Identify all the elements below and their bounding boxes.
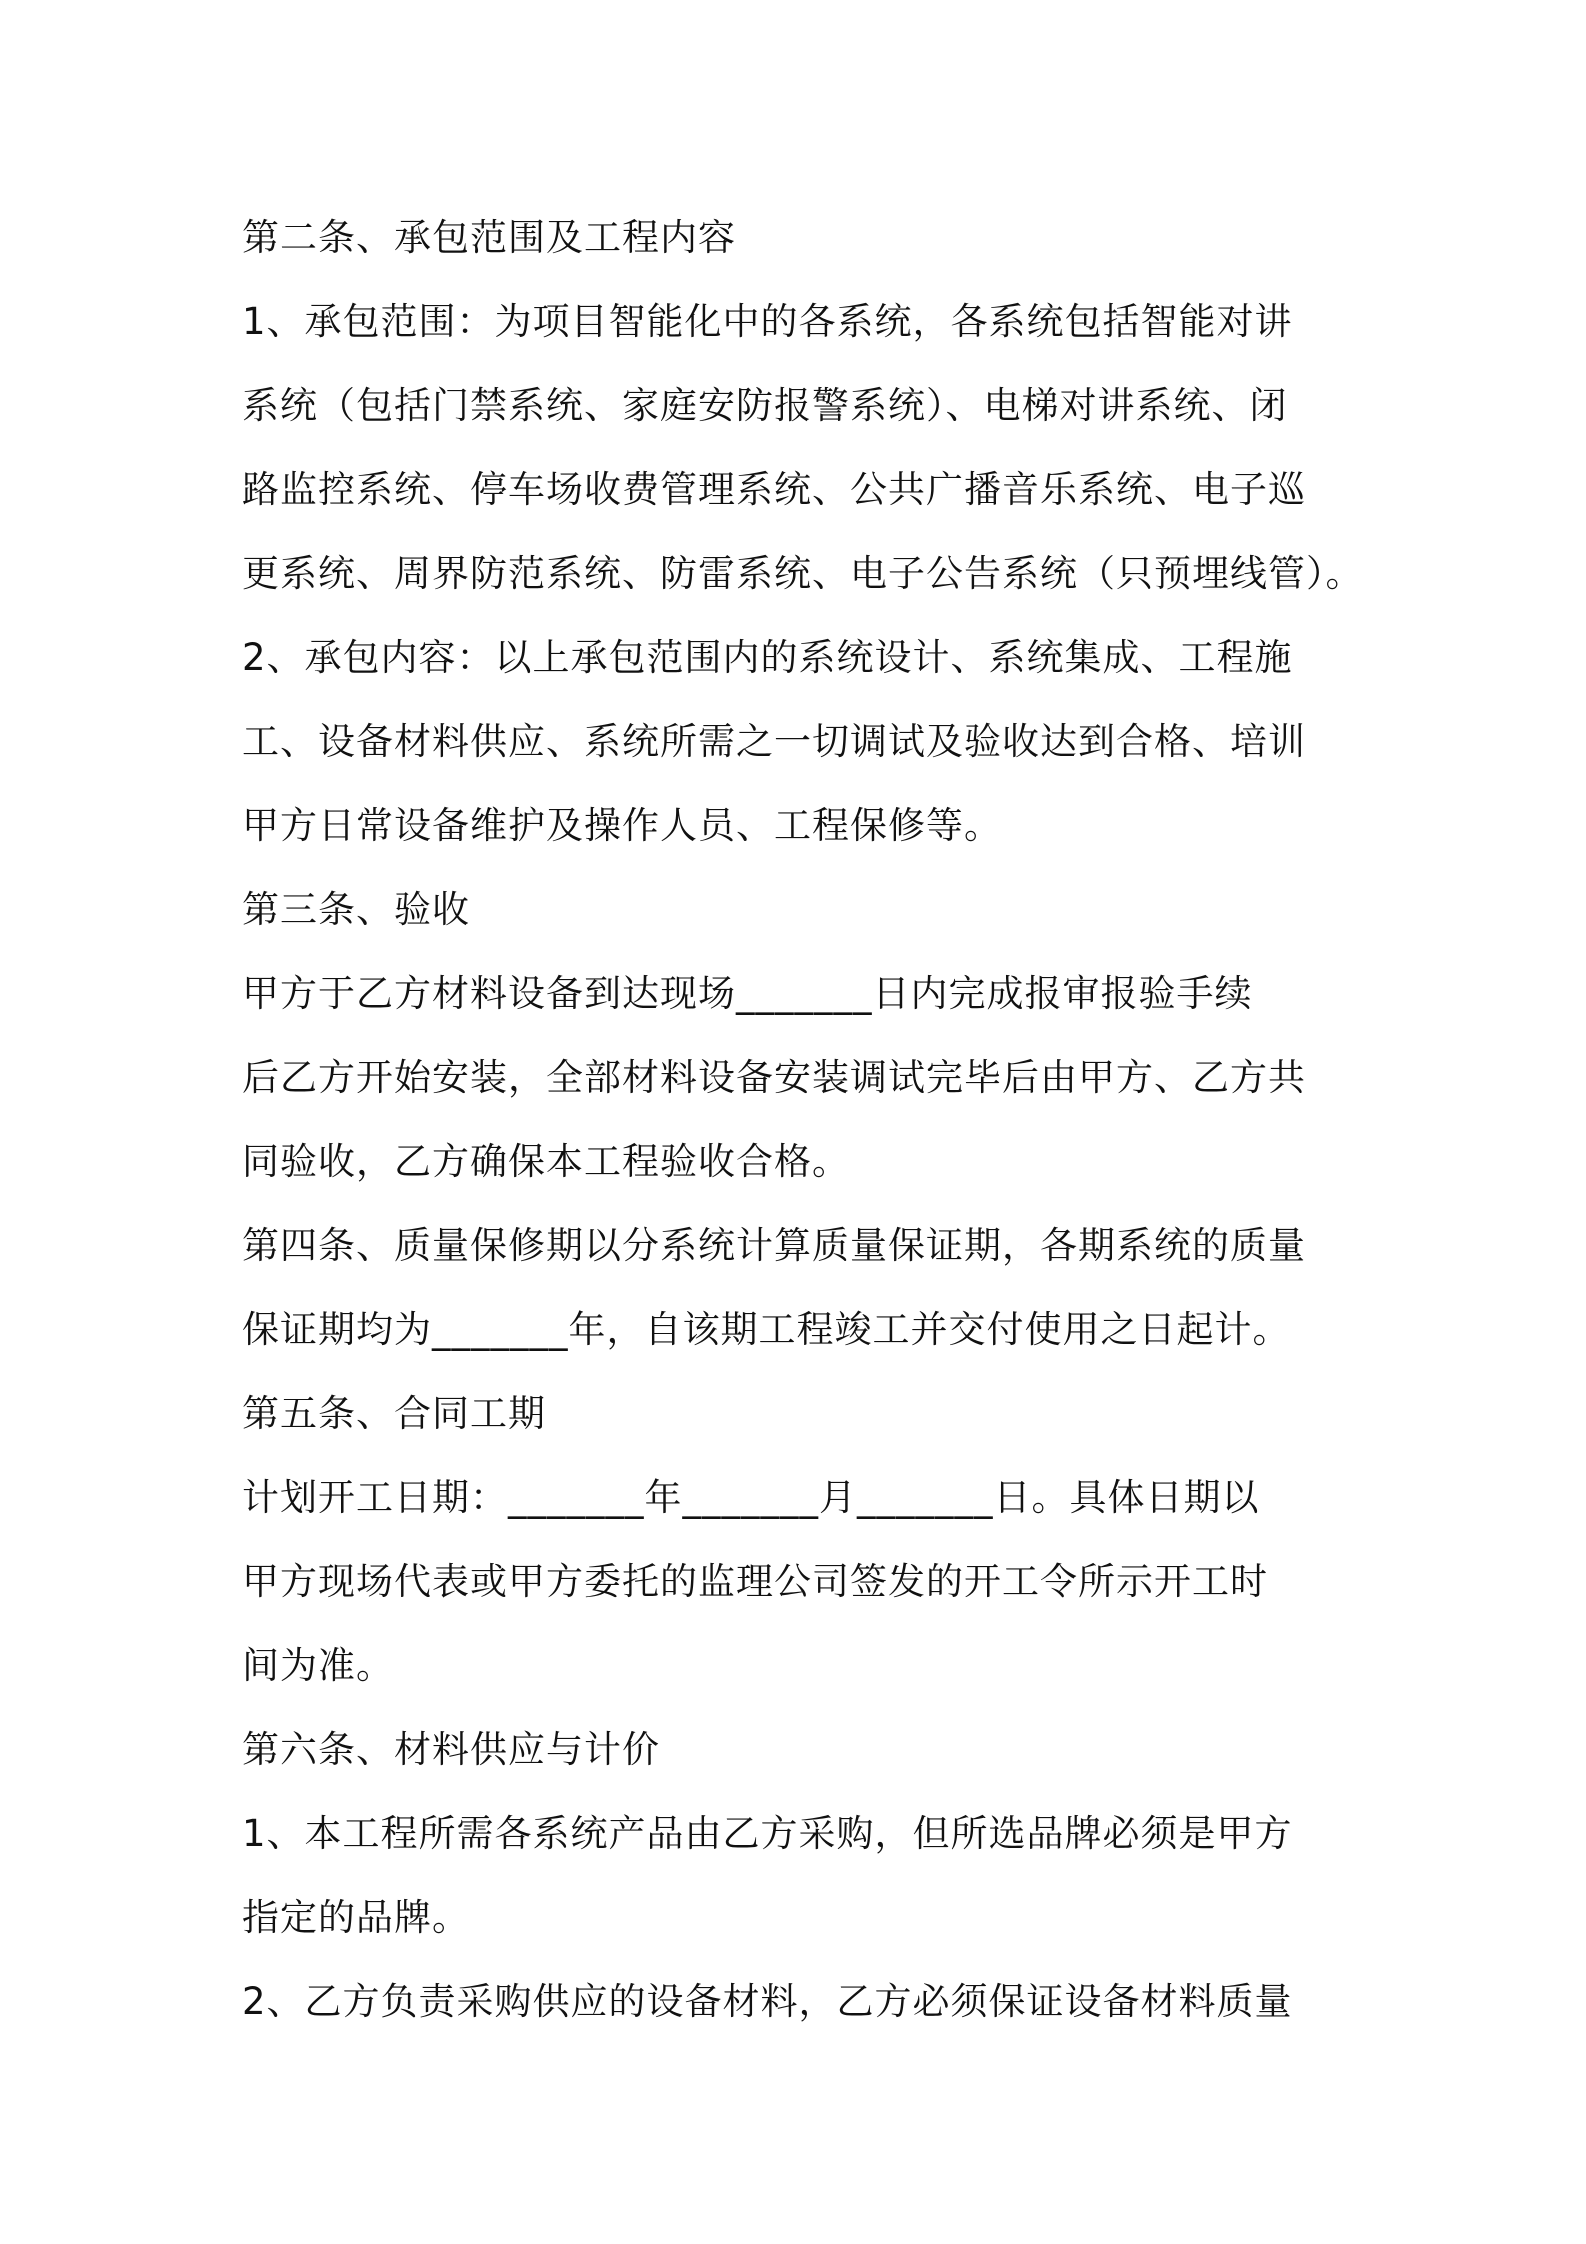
- article-5-heading: 第五条、合同工期: [242, 1392, 546, 1435]
- article-3-heading: 第三条、验收: [242, 888, 470, 931]
- paragraph-line: 同验收，乙方确保本工程验收合格。: [242, 1140, 850, 1183]
- article-2-heading: 第二条、承包范围及工程内容: [242, 216, 736, 259]
- article-4-line: 第四条、质量保修期以分系统计算质量保证期，各期系统的质量: [242, 1224, 1306, 1267]
- paragraph-line: 系统（包括门禁系统、家庭安防报警系统）、电梯对讲系统、闭: [242, 384, 1288, 427]
- paragraph-line: 计划开工日期：_______年_______月_______日。具体日期以: [242, 1476, 1260, 1519]
- article-6-heading: 第六条、材料供应与计价: [242, 1728, 660, 1771]
- paragraph-line: 2、承包内容：以上承包范围内的系统设计、系统集成、工程施: [242, 636, 1293, 679]
- paragraph-line: 甲方于乙方材料设备到达现场_______日内完成报审报验手续: [242, 972, 1253, 1015]
- paragraph-line: 工、设备材料供应、系统所需之一切调试及验收达到合格、培训: [242, 720, 1306, 763]
- paragraph-line: 后乙方开始安装，全部材料设备安装调试完毕后由甲方、乙方共: [242, 1056, 1306, 1099]
- paragraph-line: 指定的品牌。: [242, 1896, 470, 1939]
- paragraph-line: 2、乙方负责采购供应的设备材料，乙方必须保证设备材料质量: [242, 1980, 1293, 2023]
- paragraph-line: 1、本工程所需各系统产品由乙方采购，但所选品牌必须是甲方: [242, 1812, 1293, 1855]
- document-body: [242, 196, 1362, 2044]
- paragraph-line: 保证期均为_______年，自该期工程竣工并交付使用之日起计。: [242, 1308, 1291, 1351]
- paragraph-line: 间为准。: [242, 1644, 394, 1687]
- paragraph-line: 路监控系统、停车场收费管理系统、公共广播音乐系统、电子巡: [242, 468, 1306, 511]
- paragraph-line: 甲方现场代表或甲方委托的监理公司签发的开工令所示开工时: [242, 1560, 1268, 1603]
- paragraph-line: 甲方日常设备维护及操作人员、工程保修等。: [242, 804, 1002, 847]
- paragraph-line: 更系统、周界防范系统、防雷系统、电子公告系统（只预埋线管）。: [242, 552, 1364, 595]
- paragraph-line: 1、承包范围：为项目智能化中的各系统，各系统包括智能对讲: [242, 300, 1293, 343]
